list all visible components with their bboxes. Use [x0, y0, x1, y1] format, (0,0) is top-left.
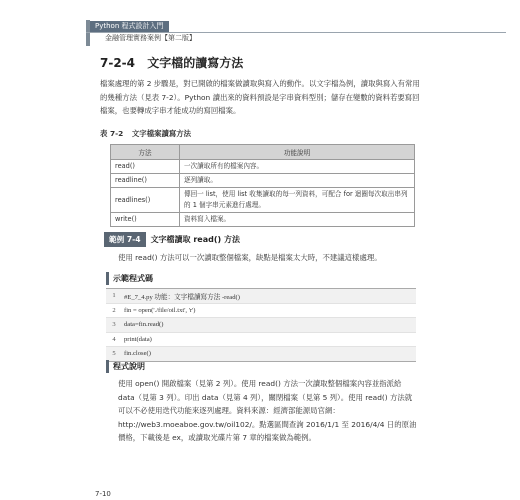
code-line: [106, 333, 416, 348]
code-line-number: 1: [112, 292, 116, 300]
explain-section-heading: [106, 360, 145, 373]
book-subtitle: 金融管理實務案例【第二版】: [105, 34, 196, 42]
table-cell-description: 逐列讀取。: [180, 174, 415, 188]
code-line: [106, 289, 416, 304]
code-line: [106, 304, 416, 319]
code-line-number: 2: [112, 306, 116, 314]
table-row: [111, 213, 415, 227]
table-cell-method: readlines(): [111, 188, 180, 213]
section-number: 7-2-4: [100, 56, 136, 70]
heading-marker: [106, 360, 109, 373]
running-header: [86, 20, 506, 46]
section-heading: 文字檔的讀寫方法: [147, 56, 244, 70]
table-row: [111, 160, 415, 174]
book-title: Python 程式設計入門: [90, 21, 169, 32]
table-header-row: [111, 145, 415, 160]
table-header-description: 功能說明: [180, 145, 415, 160]
table-row: [111, 174, 415, 188]
code-line-text: print(data): [124, 335, 152, 343]
example-heading: [104, 232, 240, 247]
table-cell-description: 一次讀取所有的檔案內容。: [180, 160, 415, 174]
table-row: [111, 188, 415, 213]
table-caption-label: 表 7-2: [100, 129, 124, 138]
explain-paragraph: 使用 open() 開啟檔案（見第 2 列）。使用 read() 方法一次讀取整個檔案內容並指派給 data（見第 3 列）。印出 data（見第 4 列），關閉檔案（見第 5 列）。使用 read() 方法就可以不必使用迭代功能來逐列處理。資料來源：經濟部能源局官網：http://web3.moeaboe.gov.tw/oil102/。點選區間查詢 2016/1/1 至 2016/4/4 日的原油價格，下載後是 ex，或讀取光碟片第 7 章的檔案做為範例。: [118, 379, 417, 442]
code-line-number: 3: [112, 321, 116, 329]
code-line: [106, 318, 416, 333]
example-description: 使用 read() 方法可以一次讀取整個檔案，缺點是檔案太大時，不建議這樣處理。: [118, 253, 382, 262]
section-title: [100, 54, 243, 71]
heading-marker: [106, 272, 109, 285]
code-line-text: data=fin.read(): [124, 321, 164, 329]
methods-table: [110, 144, 415, 227]
code-line-text: fin = open('./file/oil.txt', 'r'): [124, 306, 196, 314]
example-tag: 範例 7-4: [104, 232, 146, 247]
code-line-text: fin.close(): [124, 350, 151, 358]
code-line-text: #E_7_4.py 功能：文字檔讀寫方法 -read(): [124, 293, 240, 301]
page-number: 7-10: [95, 490, 111, 498]
table-cell-description: 傳回一 list，使用 list 收集讀取的每一列資料，可配合 for 迴圈每次取出串列的 1 個字串元素進行處理。: [180, 188, 415, 213]
code-line-number: 4: [112, 335, 116, 343]
code-section-heading: [106, 272, 153, 285]
table-cell-method: readline(): [111, 174, 180, 188]
table-cell-method: read(): [111, 160, 180, 174]
example-title: 文字檔讀取 read() 方法: [150, 235, 240, 244]
code-listing: [106, 288, 416, 362]
table-caption: [100, 128, 191, 139]
code-section-title: 示範程式碼: [113, 274, 153, 283]
explain-section-title: 程式說明: [113, 362, 145, 371]
code-line-number: 5: [112, 350, 116, 358]
intro-paragraph: 檔案處理的第 2 步驟是，對已開啟的檔案做讀取與寫入的動作。以文字檔為例，讀取與寫入有常用的幾種方法（見表 7-2）。Python 讀出來的資料預設是字串資料型別；儲存在變數的資料若要寫回檔案，也要轉成字串才能成功的寫回檔案。: [100, 79, 420, 115]
table-cell-description: 資料寫入檔案。: [180, 213, 415, 227]
table-caption-title: 文字檔案讀寫方法: [131, 129, 192, 138]
table-cell-method: write(): [111, 213, 180, 227]
code-line: [106, 347, 416, 361]
table-header-method: 方法: [111, 145, 180, 160]
